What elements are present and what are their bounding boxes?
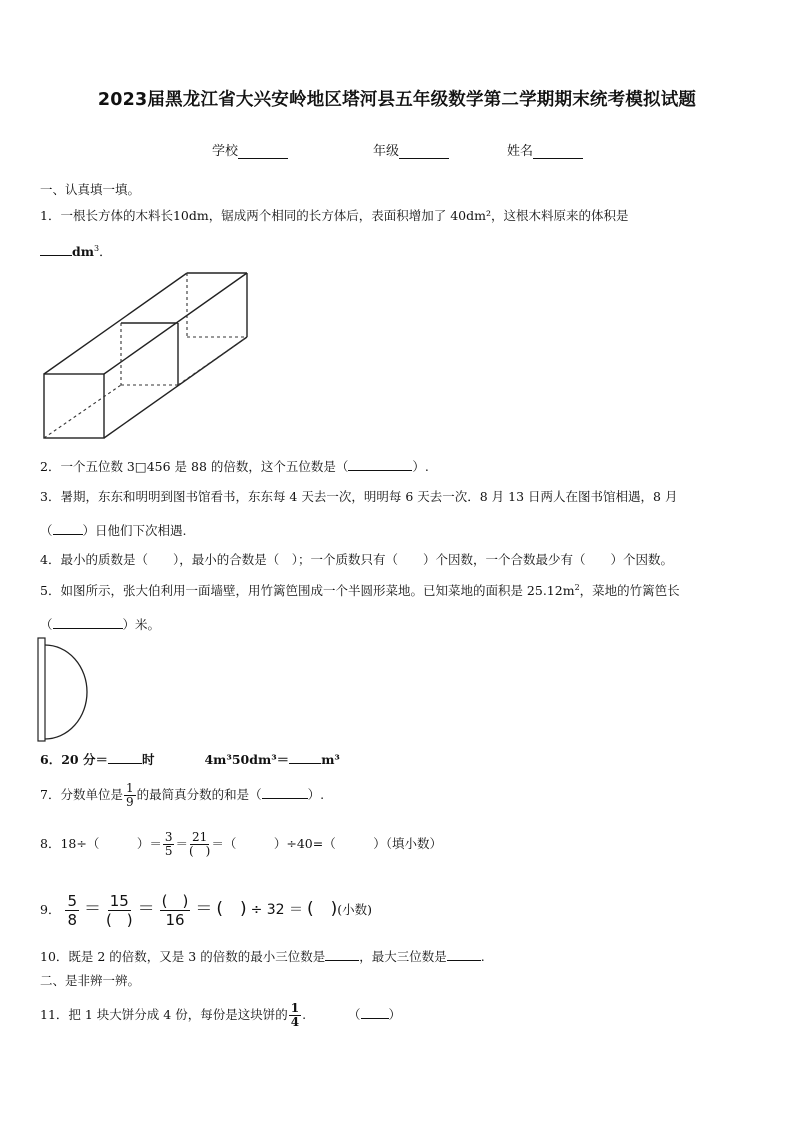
question-10-text: 10．既是 2 的倍数，又是 3 的倍数的最小三位数是: [40, 949, 326, 964]
question-8-text-2: ＝（ ）÷40=（ ）（填小数）: [211, 836, 442, 851]
unit-exponent: 3: [93, 243, 100, 253]
fraction-one-ninth: [124, 782, 136, 809]
school-label: 学校: [212, 144, 239, 159]
grade-label: 年级: [373, 144, 400, 159]
exam-title: 2023届黑龙江省大兴安岭地区塔河县五年级数学第二学期期末统考模拟试题: [97, 90, 697, 110]
question-3-end: ）日他们下次相遇.: [82, 523, 187, 538]
section-2-heading: 二、是非辨一辨。: [40, 973, 141, 988]
name-label: 姓名: [507, 144, 534, 159]
question-9-label: 9．: [40, 902, 61, 917]
paren-right: ）: [388, 1007, 402, 1022]
question-2-end: ）.: [412, 459, 429, 474]
denominator: 5: [164, 844, 173, 858]
equals: ＝: [83, 899, 101, 919]
numerator-blank[interactable]: ( ): [161, 892, 189, 910]
question-7: [40, 782, 324, 809]
paren-left: （: [40, 617, 53, 632]
exponent: 2: [574, 582, 580, 592]
question-4: 4．最小的质数是（ ），最小的合数是（ ）；一个质数只有（ ）个因数，一个合数最少有（ ）个因数。: [40, 552, 673, 567]
unit-text: dm: [72, 244, 94, 259]
question-5-end: ）米。: [122, 617, 161, 632]
answer-blank[interactable]: [447, 947, 481, 961]
equals: ＝: [137, 899, 155, 919]
question-1: 1．一根长方体的木料长10dm，锯成两个相同的长方体后，表面积增加了 40dm²，这根木料原来的体积是: [40, 208, 629, 223]
question-11-text: 11．把 1 块大饼分成 4 份，每份是这块饼的: [40, 1007, 288, 1022]
fraction-21-blank: [189, 831, 210, 858]
numerator: 1: [125, 781, 134, 795]
question-8: [40, 831, 442, 858]
numerator: 5: [67, 892, 77, 910]
period: ．: [99, 244, 112, 259]
numerator: 15: [109, 892, 129, 910]
question-7-text: 7．分数单位是: [40, 787, 123, 802]
denominator-blank[interactable]: ( ): [189, 844, 211, 858]
unit-cubic-meter: m³: [321, 752, 340, 767]
division-expression: ÷ 32 ＝: [250, 902, 304, 918]
question-6: [40, 750, 340, 768]
unit-hour: 时: [141, 752, 155, 767]
question-11: [40, 1002, 401, 1029]
question-8-text: 8．18÷（ ）＝: [40, 836, 162, 851]
answer-blank[interactable]: [325, 947, 359, 961]
question-10: [40, 947, 485, 965]
question-3: 3．暑期，东东和明明到图书馆看书，东东每 4 天去一次，明明每 6 天去一次．8 月 13 日两人在图书馆相遇，8 月: [40, 489, 678, 504]
question-10-end: .: [480, 949, 485, 964]
answer-blank[interactable]: [262, 785, 308, 799]
answer-blank[interactable]: [361, 1005, 389, 1019]
question-7-end: ）.: [307, 787, 325, 802]
paren-left: （: [348, 1007, 361, 1022]
denominator-blank[interactable]: ( ): [105, 911, 133, 929]
denominator: 4: [290, 1015, 300, 1029]
fraction-1-4: [289, 1002, 301, 1029]
section-1-heading: 一、认真填一填。: [40, 182, 141, 197]
decimal-note: (小数): [337, 902, 373, 917]
question-10-text-2: ，最大三位数是: [359, 949, 447, 964]
period: .: [302, 1007, 307, 1022]
question-2-text: 2．一个五位数 3□456 是 88 的倍数，这个五位数是（: [40, 459, 349, 474]
paren-left: （: [40, 523, 53, 538]
question-6-part-2: 4m³50dm³＝: [204, 752, 290, 767]
question-9: [40, 892, 372, 929]
answer-paren-2[interactable]: ( ): [307, 899, 338, 919]
numerator: 21: [192, 830, 208, 844]
denominator: 9: [125, 795, 134, 809]
denominator: 8: [67, 911, 77, 929]
equals: ＝: [195, 899, 213, 919]
question-5-text-2: ，菜地的竹篱笆长: [579, 583, 680, 598]
fraction-5-8: [65, 892, 79, 929]
equals: ＝: [175, 836, 188, 851]
answer-blank[interactable]: [289, 750, 321, 764]
question-5-text: 5．如图所示，张大伯利用一面墙壁，用竹篱笆围成一个半圆形菜地。已知菜地的面积是 25.12m: [40, 583, 575, 598]
question-7-text-2: 的最简真分数的和是（: [136, 787, 262, 802]
fraction-15-blank: [106, 892, 133, 929]
answer-blank[interactable]: [108, 750, 142, 764]
denominator: 16: [165, 911, 185, 929]
numerator: 3: [164, 830, 173, 844]
fraction-3-5: [163, 831, 175, 858]
answer-paren-1[interactable]: ( ): [216, 899, 247, 919]
question-6-part-1: 6．20 分＝: [40, 752, 108, 767]
fraction-blank-16: [160, 892, 191, 929]
numerator: 1: [290, 1001, 300, 1015]
